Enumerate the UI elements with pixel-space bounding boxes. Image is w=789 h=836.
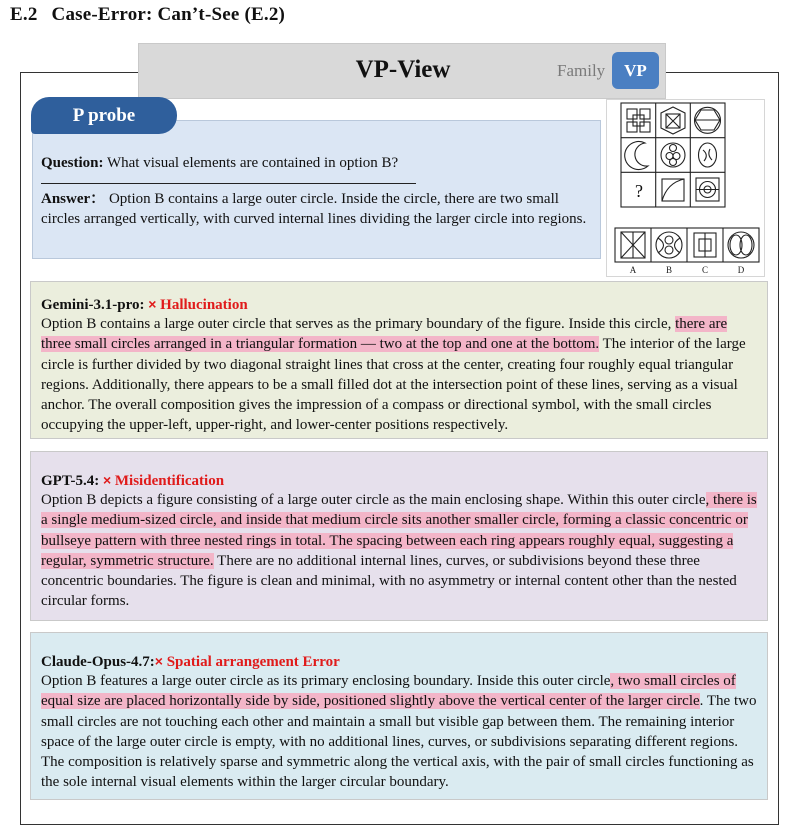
answer-line <box>41 189 597 229</box>
response-text-post: . The two small circles are not touching each other and maintain a small but visible gap between them. The remaining interior space of the large outer circle is empty, with no additional lines, curves, or subdivisions separating different regions. The composition is relatively sparse and symmetric along the vertical axis, with the pair of small circles functioning as the sole internal visual elements within the larger circular boundary. <box>41 693 757 791</box>
model-name: Gemini-3.1-pro: <box>41 297 145 313</box>
cell-crescent-icon <box>625 142 648 170</box>
response-header <box>41 653 757 671</box>
header-title: VP-View <box>355 56 451 83</box>
section-title: Case-Error: Can’t-See (E.2) <box>51 4 286 25</box>
answer-separator: ： <box>90 191 106 207</box>
puzzle-image <box>606 99 765 277</box>
answer-label: Answer <box>41 191 91 207</box>
cell-grid-icon <box>627 109 650 132</box>
answer-text: Option B contains a large outer circle. Inside the circle, there are two small circles arranged vertically, with curved internal lines dividing the larger circle into regions. <box>41 191 587 227</box>
response-text-post: There are no additional internal lines, curves, or subdivisions beyond these three concentric boundaries. The figure is clean and minimal, with no asymmetry or internal content other than the nested circular forms. <box>41 552 737 610</box>
response-text <box>41 314 757 436</box>
error-label: Misidentification <box>114 473 225 489</box>
highlighted-error: there are three small circles arranged in a triangular formation — two at the top and one at the bottom. <box>41 316 728 353</box>
response-text <box>41 671 757 793</box>
cell-three-circles-icon <box>661 143 685 167</box>
section-number: E.2 <box>10 4 38 25</box>
error-cross-icon: × <box>154 653 163 669</box>
response-text-pre: Option B features a large outer circle as its primary enclosing boundary. Inside this outer circle <box>41 673 611 689</box>
cell-hexagon-x-icon <box>661 107 685 134</box>
option-label-b: B <box>665 265 673 275</box>
response-text-post: The interior of the large circle is further divided by two diagonal straight lines that cross at the center, creating four roughly equal triangular regions. Additionally, there appears to be a small filled dot at the intersection point of these lines, serving as a visual anchor. The overall composition gives the impression of a compass or directional symbol, with the small circles occupying the upper-left, upper-right, and lower-center positions respectively. <box>41 336 746 434</box>
option-label-d: D <box>737 265 745 275</box>
question-divider <box>41 183 416 184</box>
response-gemini <box>30 281 768 439</box>
option-label-c: C <box>701 265 709 275</box>
cell-square-arc-icon <box>662 179 684 201</box>
error-label: Hallucination <box>160 297 248 313</box>
model-name: GPT-5.4: <box>41 473 100 489</box>
probe-pill: P probe <box>31 97 177 134</box>
option-d-icon <box>728 232 754 258</box>
error-label: Spatial arrangement Error <box>166 654 340 670</box>
section-heading <box>10 4 285 26</box>
response-header <box>41 472 757 490</box>
model-name: Claude-Opus-4.7: <box>41 654 155 670</box>
response-text <box>41 490 757 612</box>
family-badge: VP <box>612 52 659 89</box>
puzzle-svg <box>607 100 766 278</box>
question-line <box>41 155 596 172</box>
cell-square-target-icon <box>696 178 719 201</box>
header-bar <box>138 43 666 99</box>
option-label-a: A <box>629 265 637 275</box>
option-c-icon <box>694 233 716 257</box>
question-label: Question: <box>41 155 104 171</box>
error-cross-icon: × <box>102 472 112 488</box>
option-b-icon <box>656 232 682 258</box>
missing-cell-mark: ? <box>635 181 643 201</box>
option-a-icon <box>621 232 645 258</box>
highlighted-error: , there is a single medium-sized circle, and inside that medium circle sits another smaller circle, forming a classic concentric or bullseye pattern with three nested rings in total. The spacing between each ring appears roughly equal, suggesting a regular, symmetric structure. <box>41 492 757 569</box>
question-text: What visual elements are contained in option B? <box>103 155 399 171</box>
error-cross-icon: × <box>148 296 157 312</box>
cell-ellipse-icon <box>699 143 717 167</box>
response-header <box>41 296 757 314</box>
response-text-pre: Option B depicts a figure consisting of a large outer circle as the main enclosing shape. Within this outer circle <box>41 492 706 508</box>
response-text-pre: Option B contains a large outer circle that serves as the primary boundary of the figure. Inside this circle, <box>41 316 676 332</box>
family-label: Family <box>557 61 606 80</box>
response-gpt <box>30 451 768 621</box>
response-claude <box>30 632 768 800</box>
cell-circle-hexagon-icon <box>695 107 721 133</box>
highlighted-error: , two small circles of equal size are placed horizontally side by side, positioned slightly above the vertical center of the larger circle <box>41 673 736 710</box>
